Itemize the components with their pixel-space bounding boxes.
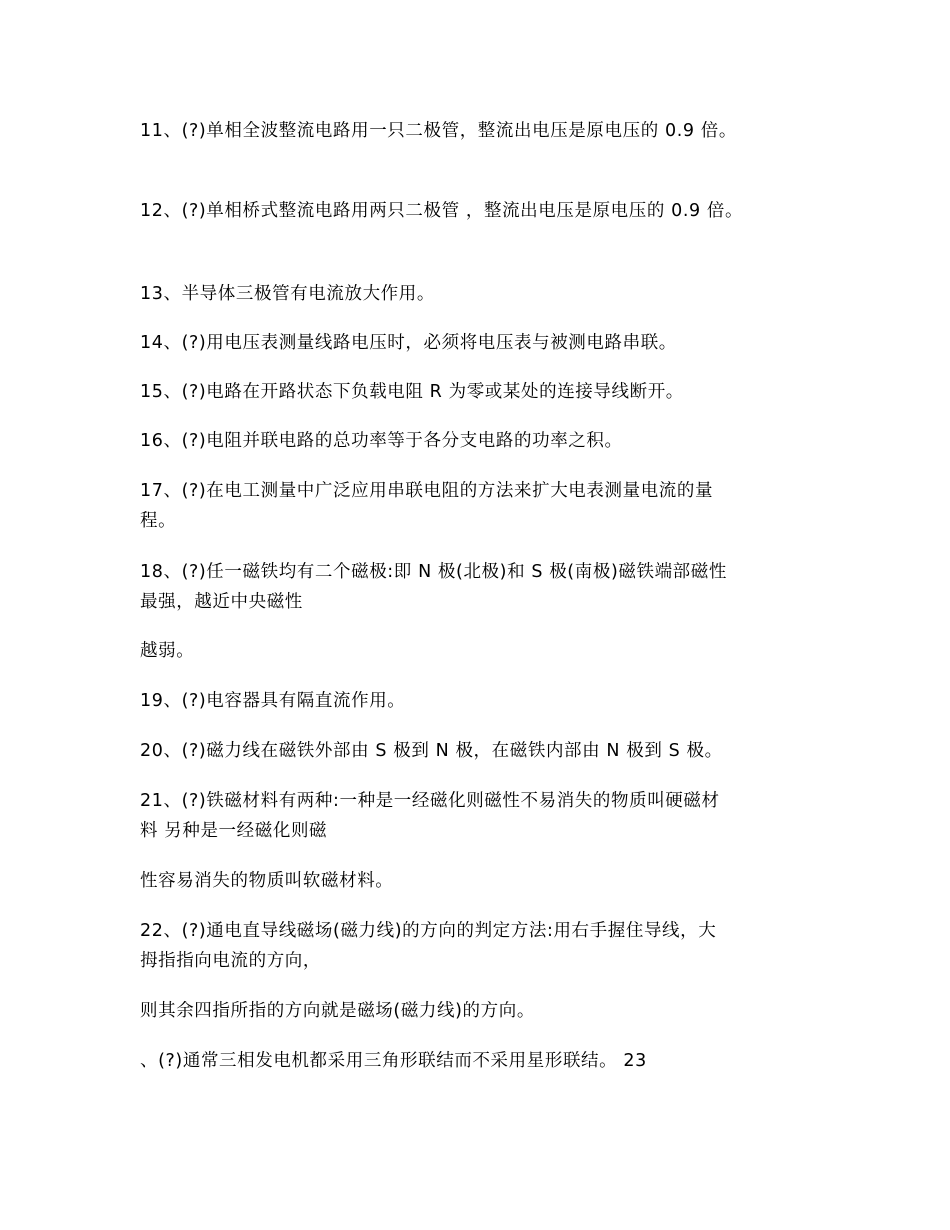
item-11: 11、(?)单相全波整流电路用一只二极管，整流出电压是原电压的 0.9 倍。 (140, 121, 737, 141)
item-13: 13、半导体三极管有电流放大作用。 (140, 284, 435, 304)
item-12: 12、(?)单相桥式整流电路用两只二极管 ，整流出电压是原电压的 0.9 倍。 (140, 201, 744, 221)
item-21-line-1: 21、(?)铁磁材料有两种:一种是一经磁化则磁性不易消失的物质叫硬磁材 (140, 791, 720, 811)
item-16: 16、(?)电阻并联电路的总功率等于各分支电路的功率之积。 (140, 431, 623, 451)
item-20: 20、(?)磁力线在磁铁外部由 S 极到 N 极，在磁铁内部由 N 极到 S 极。 (140, 741, 723, 761)
item-17-line-2: 程。 (140, 511, 177, 531)
item-21-line-3: 性容易消失的物质叫软磁材料。 (140, 871, 394, 891)
item-22-line-2: 拇指指向电流的方向， (140, 951, 321, 971)
item-23: 、(?)通常三相发电机都采用三角形联结而不采用星形联结。 23 (140, 1051, 647, 1071)
item-22-line-1: 22、(?)通电直导线磁场(磁力线)的方向的判定方法:用右手握住导线，大 (140, 921, 717, 941)
item-18-line-2: 最强，越近中央磁性 (140, 592, 303, 612)
item-18-line-3: 越弱。 (140, 641, 195, 661)
item-21-line-2: 料 另种是一经磁化则磁 (140, 821, 328, 841)
item-19: 19、(?)电容器具有隔直流作用。 (140, 691, 406, 711)
item-14: 14、(?)用电压表测量线路电压时，必须将电压表与被测电路串联。 (140, 333, 677, 353)
item-17-line-1: 17、(?)在电工测量中广泛应用串联电阻的方法来扩大电表测量电流的量 (140, 481, 714, 501)
item-22-line-3: 则其余四指所指的方向就是磁场(磁力线)的方向。 (140, 1001, 535, 1021)
item-15: 15、(?)电路在开路状态下负载电阻 R 为零或某处的连接导线断开。 (140, 382, 684, 402)
item-18-line-1: 18、(?)任一磁铁均有二个磁极:即 N 极(北极)和 S 极(南极)磁铁端部磁性 (140, 562, 727, 582)
